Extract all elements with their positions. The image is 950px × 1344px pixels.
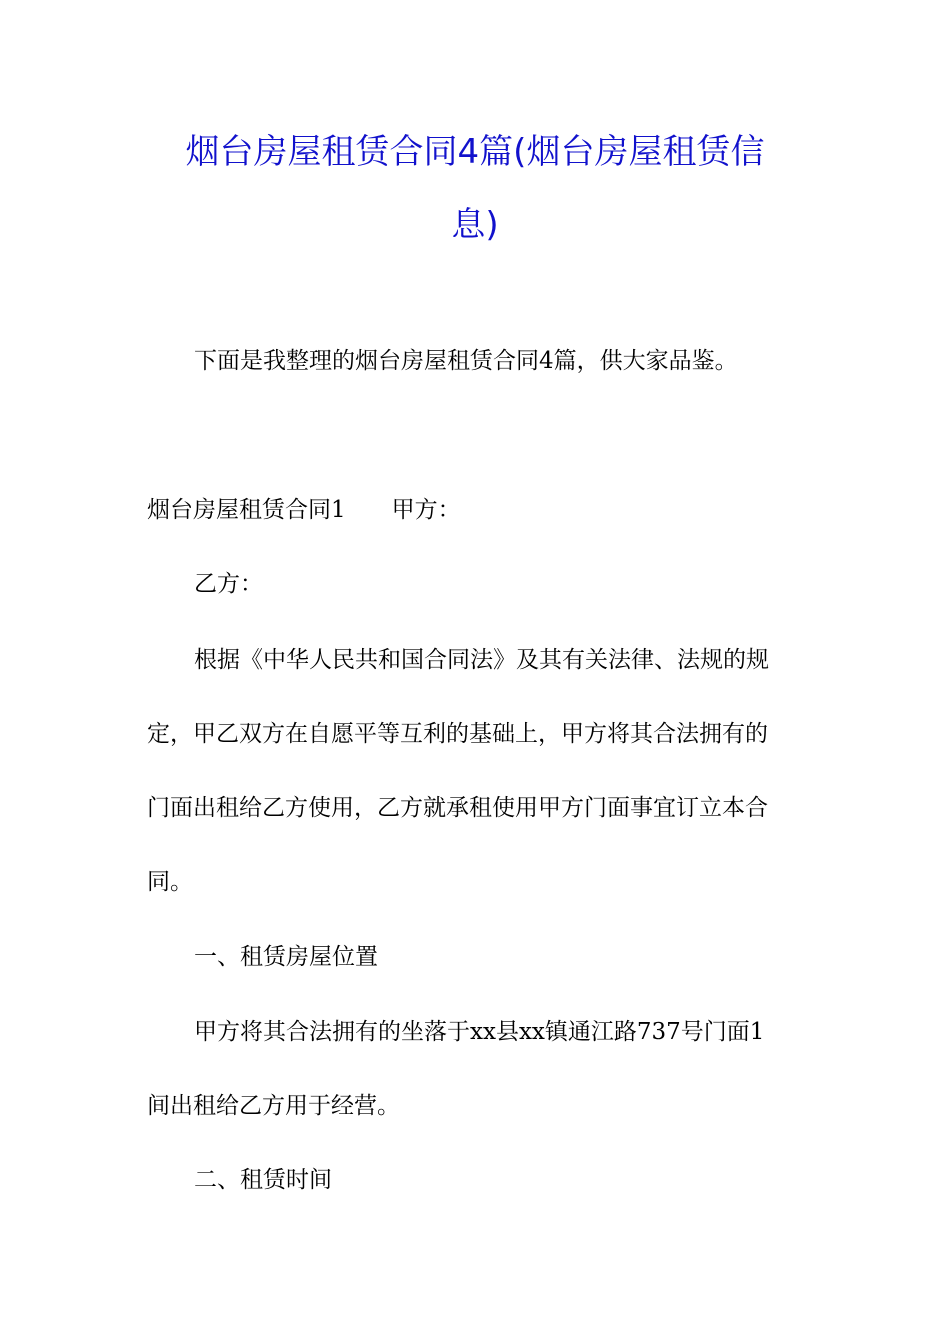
contract-heading: 烟台房屋租赁合同1 — [147, 497, 346, 523]
contract-heading-row — [147, 495, 461, 525]
preamble-line-2: 定，甲乙双方在自愿平等互利的基础上，甲方将其合法拥有的 — [147, 721, 768, 747]
section-1-line-1: 甲方将其合法拥有的坐落于xx县xx镇通江路737号门面1 — [194, 1019, 765, 1045]
preamble-line-4: 同。 — [147, 869, 193, 895]
section-2-title: 二、租赁时间 — [194, 1167, 332, 1193]
party-a-label: 甲方： — [391, 497, 461, 523]
intro-paragraph: 下面是我整理的烟台房屋租赁合同4篇，供大家品鉴。 — [194, 348, 738, 374]
preamble-line-1: 根据《中华人民共和国合同法》及其有关法律、法规的规 — [194, 647, 769, 673]
document-title-line-2: 息) — [451, 205, 499, 245]
party-b-label: 乙方： — [194, 571, 263, 597]
preamble-line-3: 门面出租给乙方使用，乙方就承租使用甲方门面事宜订立本合 — [147, 795, 768, 821]
section-1-line-2: 间出租给乙方用于经营。 — [147, 1093, 400, 1119]
document-title-line-1: 烟台房屋租赁合同4篇(烟台房屋租赁信 — [185, 132, 765, 172]
section-1-title: 一、租赁房屋位置 — [194, 944, 378, 970]
